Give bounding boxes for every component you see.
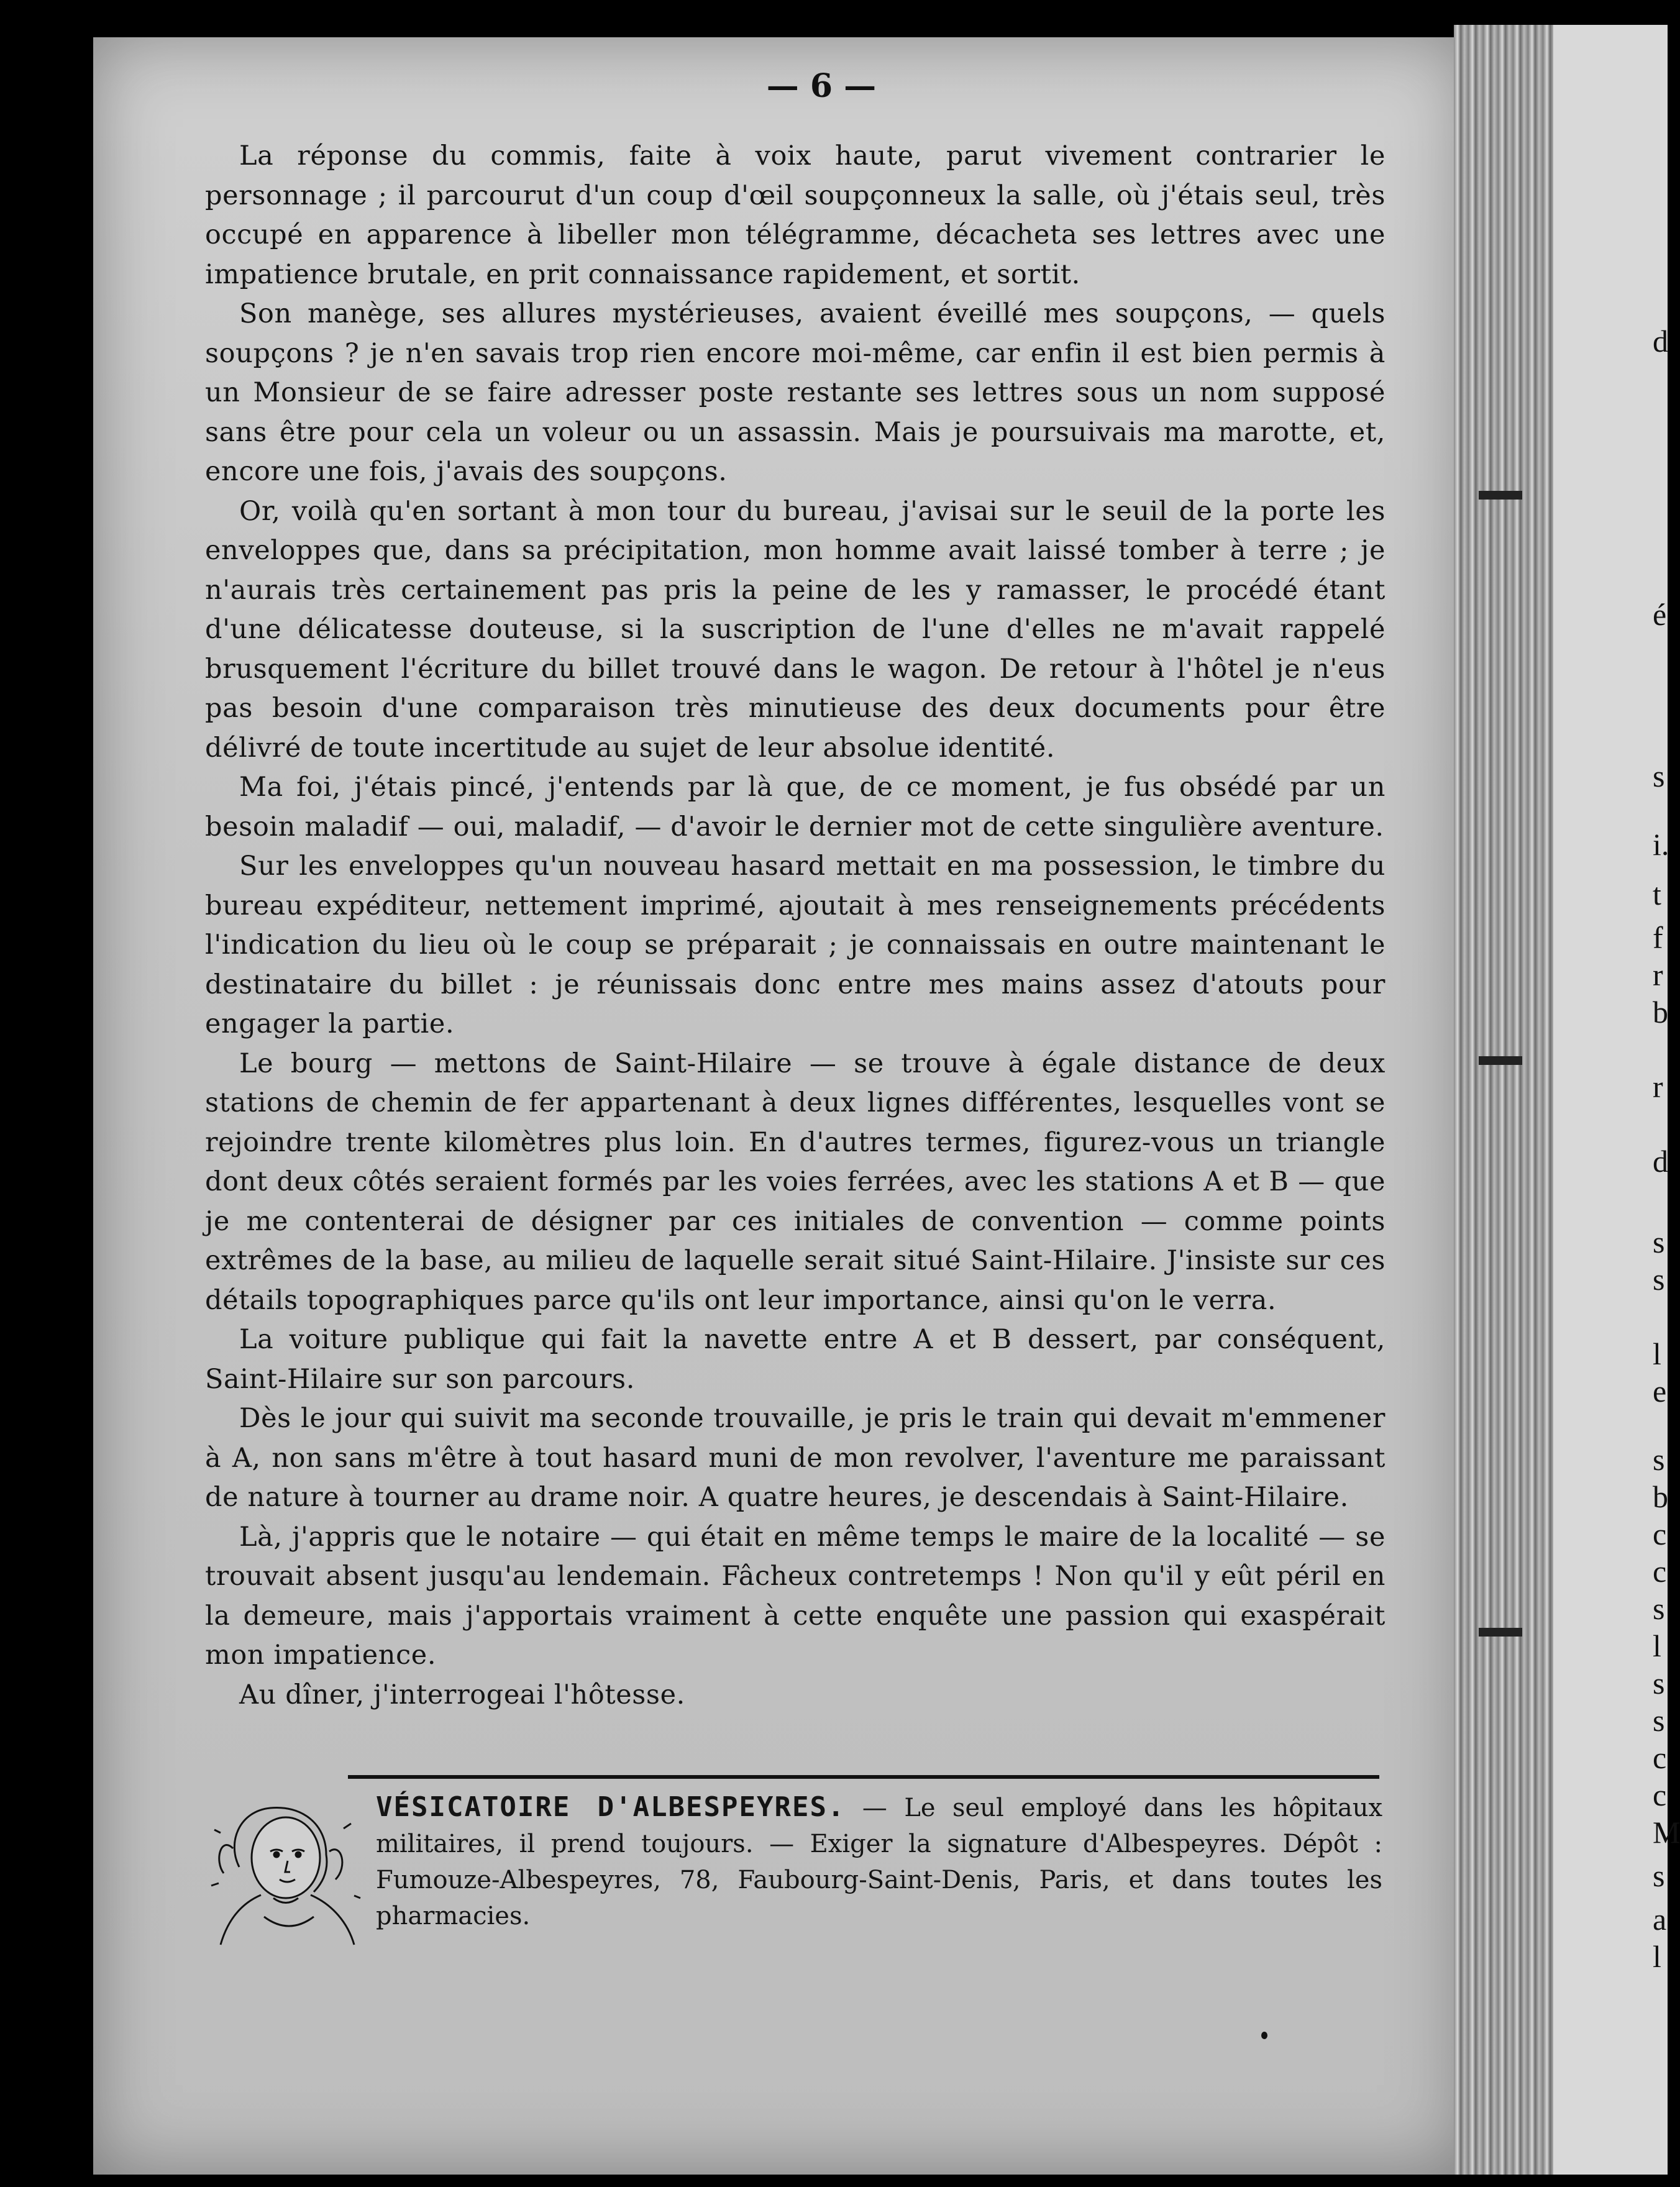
facing-page-letter: l — [1653, 1939, 1661, 1974]
paragraph: Son manège, ses allures mystérieuses, avaient éveillé mes soupçons, — quels soupçons ? je n'en savais trop rien encore moi-même, car enfin il est bien permis à un Monsieur de se faire adresser poste restante ses lettres sous un nom supposé sans être pour cela un voleur ou un assassin. Mais je poursuivais ma marotte, et, encore une fois, j'avais des soupçons. — [205, 298, 1386, 487]
facing-page-letter: a — [1653, 1902, 1667, 1937]
facing-page-letter: c — [1653, 1517, 1667, 1551]
facing-page-letter: r — [1653, 957, 1663, 992]
facing-page-letter: c — [1653, 1554, 1667, 1589]
facing-page-letter: s — [1653, 1703, 1665, 1738]
facing-page-letter: l — [1653, 1336, 1661, 1371]
page-number: — 6 — — [766, 67, 877, 105]
facing-page-letter: s — [1653, 759, 1665, 793]
portrait-illustration-icon — [202, 1792, 376, 1948]
facing-page-letter: s — [1653, 1666, 1665, 1701]
spine-stitch — [1479, 1056, 1522, 1065]
facing-page-letter: d — [1653, 1144, 1668, 1179]
facing-page-letter: i. — [1653, 827, 1669, 862]
facing-page-letter: s — [1653, 1225, 1665, 1259]
paragraph: Dès le jour qui suivit ma seconde trouvaille, je pris le train qui devait m'emmener à A, non sans m'être à tout hasard muni de mon revolver, l'aventure me paraissant de nature à tourner au drame noir. A quatre heures, je descendais à Saint-Hilaire. — [205, 1403, 1386, 1513]
paragraph: Le bourg — mettons de Saint-Hilaire — se trouve à égale distance de deux stations de chemin de fer appartenant à deux lignes différentes, lesquelles vont se rejoindre trente kilomètres plus loin. En d'autres termes, figurez-vous un triangle dont deux côtés seraient formés par les voies ferrées, avec les stations A et B — que je me contenterai de désigner par ces initiales de convention — comme points extrêmes de la base, au milieu de laquelle serait situé Saint-Hilaire. J'insiste sur ces détails topographiques parce qu'ils ont leur importance, ainsi qu'on le verra. — [205, 1048, 1386, 1316]
facing-page-letter: d — [1653, 324, 1668, 358]
paragraph: Ma foi, j'étais pincé, j'entends par là que, de ce moment, je fus obsédé par un besoin maladif — oui, maladif, — d'avoir le dernier mot de cette singulière aventure. — [205, 772, 1386, 842]
spine-stitch — [1479, 1628, 1522, 1637]
ink-speck — [1261, 2032, 1267, 2039]
facing-page-letter: s — [1653, 1262, 1665, 1297]
facing-page-letter: c — [1653, 1740, 1667, 1775]
facing-page-letter: s — [1653, 1858, 1665, 1893]
facing-page-letter: b — [1653, 995, 1668, 1030]
advertisement — [376, 1789, 1382, 1934]
advertisement-text: — Le seul employé dans les hôpitaux militaires, il prend toujours. — Exiger la signature d'Albespeyres. Dépôt : Fumouze-Albespeyres, 78, Faubourg-Saint-Denis, Paris, et dans toutes les pharmacies. — [376, 1794, 1383, 1930]
facing-page-letter: s — [1653, 1442, 1665, 1477]
paragraph: La réponse du commis, faite à voix haute, parut vivement contrarier le personnage ; il parcourut d'un coup d'œil soupçonneux la salle, où j'étais seul, très occupé en apparence à libeller mon télégramme, décacheta ses lettres avec une impatience brutale, en prit connaissance rapidement, et sortit. — [205, 140, 1386, 290]
facing-page-letter: f — [1653, 920, 1663, 955]
spine-stitch — [1479, 491, 1522, 500]
facing-page-edge — [1553, 25, 1668, 2175]
paragraph: Or, voilà qu'en sortant à mon tour du bureau, j'avisai sur le seuil de la porte les enveloppes que, dans sa précipitation, mon homme avait laissé tomber à terre ; je n'aurais très certainement pas pris la peine de les y ramasser, le procédé étant d'une délicatesse douteuse, si la suscription de l'une d'elles ne m'avait rappelé brusquement l'écriture du billet trouvé dans le wagon. De retour à l'hôtel je n'eus pas besoin d'une comparaison très minutieuse des deux documents pour être délivré de toute incertitude au sujet de leur absolue identité. — [205, 495, 1386, 764]
facing-page-letter: c — [1653, 1778, 1667, 1812]
paragraph: La voiture publique qui fait la navette entre A et B dessert, par conséquent, Saint-Hilaire sur son parcours. — [205, 1324, 1386, 1395]
facing-page-letter: r — [1653, 1069, 1663, 1104]
facing-page-letter: l — [1653, 1628, 1661, 1663]
paragraph: Sur les enveloppes qu'un nouveau hasard mettait en ma possession, le timbre du bureau expéditeur, nettement imprimé, ajoutait à mes renseignements précédents l'indication du lieu où le coup se préparait ; je connaissais en outre maintenant le destinataire du billet : je réunissais donc entre mes mains assez d'atouts pour engager la partie. — [205, 851, 1386, 1039]
book-spine — [1454, 25, 1553, 2175]
facing-page-letter: M — [1653, 1815, 1680, 1850]
body-text — [205, 137, 1386, 1715]
advertisement-rule — [348, 1775, 1379, 1779]
advertisement-title: VÉSICATOIRE D'ALBESPEYRES. — [376, 1791, 846, 1823]
facing-page-letter: b — [1653, 1479, 1668, 1514]
facing-page-letter: t — [1653, 877, 1661, 911]
facing-page-letter: s — [1653, 1591, 1665, 1626]
paragraph: Au dîner, j'interrogeai l'hôtesse. — [239, 1679, 685, 1710]
facing-page-letter: é — [1653, 597, 1667, 632]
facing-page-letter: e — [1653, 1374, 1667, 1409]
paragraph: Là, j'appris que le notaire — qui était en même temps le maire de la localité — se trouvait absent jusqu'au lendemain. Fâcheux contretemps ! Non qu'il y eût péril en la demeure, mais j'apportais vraiment à cette enquête une passion qui exaspérait mon impatience. — [205, 1521, 1386, 1671]
